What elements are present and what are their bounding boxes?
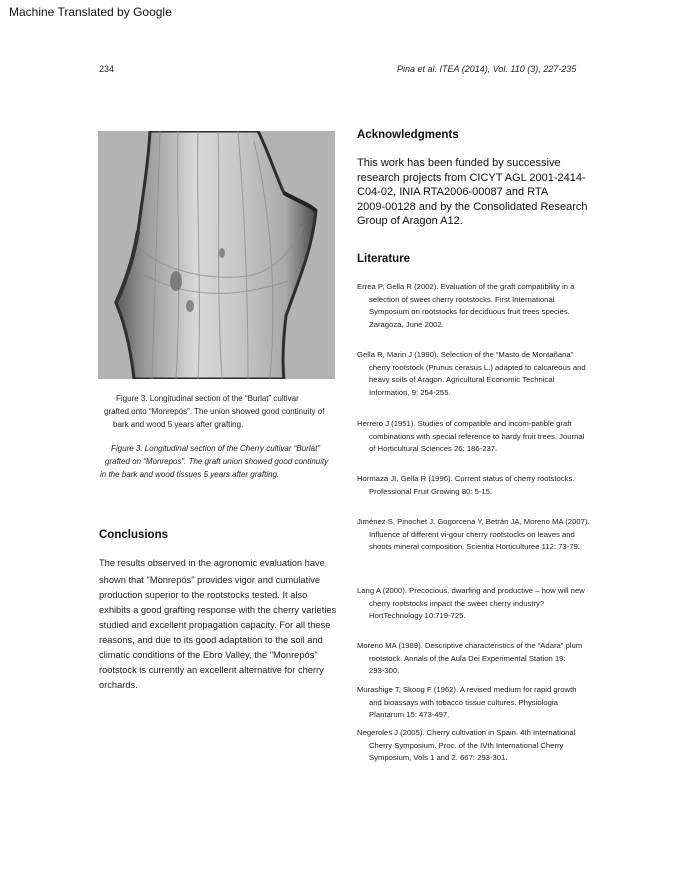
ref-line: Professional Fruit Growing 80: 5-15.: [369, 486, 493, 496]
figure-caption-original: [100, 442, 338, 481]
body-line: research projects from CICYT AGL 2001-2414-: [357, 171, 586, 184]
body-line: rootstock is currently an excellent alternative for cherry: [99, 665, 324, 675]
body-line: C04-02, INIA RTA2006-00087 and RTA: [357, 186, 549, 198]
caption-line: grafted onto “Monrepós”. The union showed good continuity of: [104, 407, 325, 416]
ref-line: 293-300.: [369, 666, 400, 675]
ref-line: Gella R, Marin J (1990). Selection of the “Masto de Montañana”: [357, 350, 574, 359]
reference-entry: [357, 727, 597, 765]
ref-line: Influence of different vi-gour cherry rootstocks on leaves and: [369, 529, 575, 539]
caption-line: bark and wood 5 years after grafting.: [113, 420, 244, 429]
body-line: shown that "Monrepós" provides vigor and cumulative: [99, 575, 321, 585]
ref-line: and bioassays with tobacco tissue cultures. Physiologia: [369, 697, 558, 707]
body-line: studied and excellent propagation capacity. For all these: [99, 620, 331, 630]
reference-entry: [357, 684, 597, 722]
ref-line: cherry rootstocks impact the sweet cherry industry?: [369, 598, 545, 608]
ref-line: combinations with special reference to hardy fruit trees. Journal: [369, 431, 585, 441]
body-line: The results observed in the agronomic evaluation have: [99, 558, 325, 568]
ref-line: Symposium, Vols 1 and 2. 667: 293-301.: [369, 753, 508, 762]
body-line: production superior to the rootstocks tested. It also: [99, 590, 308, 600]
reference-entry: [357, 418, 597, 456]
figure-caption-translated: [100, 392, 338, 431]
machine-translation-banner: Machine Translated by Google: [9, 5, 172, 19]
ref-line: Moreno MA (1989). Descriptive characteristics of the “Adara” plum: [357, 641, 583, 650]
body-line: exhibits a good grafting response with the cherry varieties: [99, 605, 337, 615]
reference-entry: [357, 349, 597, 399]
ref-line: Symposium on rootstocks for deciduous fruit trees species.: [369, 307, 570, 316]
caption-line: grafted on “Monrepos”. The graft union showed good continuity: [105, 457, 329, 466]
ref-line: Errea P, Gella R (2002). Evaluation of the graft compatibility in a: [357, 282, 575, 291]
page-number: 234: [99, 64, 115, 74]
body-line: 2009-00128 and by the Consolidated Research: [357, 200, 588, 213]
ref-line: shoots mineral composition. Scientia Horticulturee 112: 73-79.: [369, 542, 580, 551]
conclusions-body: [99, 556, 349, 693]
ref-line: Herrero J (1951). Studies of compatible and incom-patible graft: [357, 419, 572, 428]
reference-entry: [357, 640, 597, 678]
ref-line: Negeroles J (2005). Cherry cultivation in Spain. 4th International: [357, 728, 576, 737]
literature-heading: Literature: [357, 253, 411, 265]
conclusions-heading: Conclusions: [99, 529, 169, 541]
reference-entry: [357, 281, 597, 331]
ref-line: Information, 9: 254-255.: [369, 387, 451, 397]
acknowledgments-body: [357, 156, 607, 229]
acknowledgments-heading: Acknowledgments: [357, 129, 459, 141]
caption-line: Figure 3. Longitudinal section of the Cherry cultivar “Burlat”: [111, 444, 320, 453]
ref-line: cherry rootstock (Prunus cerasus L.) adapted to calcareous and: [369, 362, 586, 372]
body-line: reasons, and due to its good adaptation to the soil and: [99, 635, 323, 645]
ref-line: Zaragoza, June 2002.: [369, 319, 444, 329]
reference-entry: [357, 516, 597, 554]
reference-entry: [357, 473, 597, 498]
ref-line: Plantarum 15: 473-497.: [369, 710, 450, 719]
caption-line: Figure 3. Longitudinal section of the “Burlat” cultivar: [116, 394, 299, 403]
ref-line: Murashige T, Skoog F (1962). A revised medium for rapid growth: [357, 685, 577, 694]
ref-line: of Horticultural Sciences 26: 186-237.: [369, 444, 498, 453]
body-line: Group of Aragon A12.: [357, 215, 463, 227]
body-line: This work has been funded by successive: [357, 157, 561, 169]
caption-line: in the bark and wood tissues 5 years after grafting.: [100, 470, 280, 479]
figure-graft-section-photo: [98, 131, 335, 379]
ref-line: rootstock. Annals of the Aula Dei Experimental Station 19:: [369, 653, 566, 663]
ref-line: Jiménez S, Pinochet J, Gogorcena Y, Betrán JA, Moreno MA (2007).: [357, 517, 590, 526]
ref-line: heavy soils of Aragon. Agricultural Economic Technical: [369, 375, 555, 384]
running-head: Pina et al. ITEA (2014), Vol. 110 (3), 227-235: [397, 64, 577, 74]
body-line: climatic conditions of the Ebro Valley, the "Monrepós": [99, 650, 318, 660]
ref-line: HortTechnology 10:719-725.: [369, 611, 466, 620]
ref-line: Hormaza JI, Gella R (1996). Current status of cherry rootstocks.: [357, 474, 575, 483]
reference-entry: [357, 585, 597, 623]
ref-line: selection of sweet cherry rootstocks. First International: [369, 294, 555, 304]
ref-line: Cherry Symposium. Proc. of the IVth International Cherry: [369, 740, 564, 750]
body-line: orchards.: [99, 680, 138, 690]
ref-line: Lang A (2000). Precocious, dwarfing and productive – how will new: [357, 586, 585, 595]
